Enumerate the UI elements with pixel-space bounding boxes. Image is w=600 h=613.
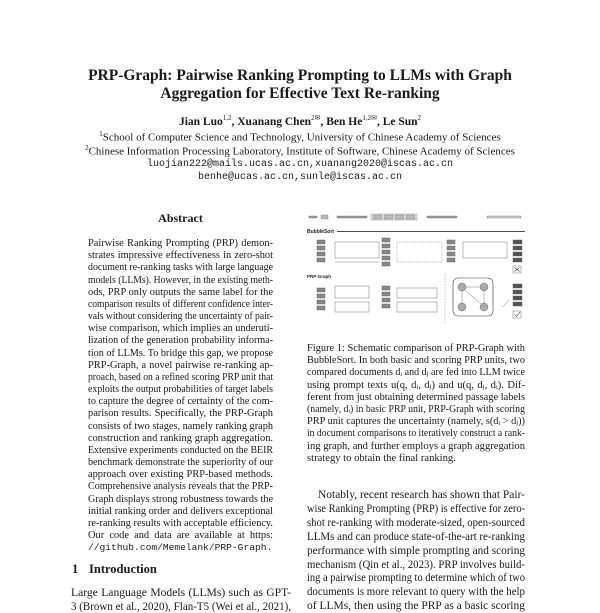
author-affil-mark: 2 bbox=[417, 114, 422, 122]
abstract-line-text: PRP-Graph, a novel pairwise re-ranking ap- bbox=[88, 359, 273, 371]
caption-line-text: strategy to obtain the final ranking. bbox=[307, 452, 456, 464]
caption-line-text: ferent from just obtaining determined passage labels bbox=[307, 391, 525, 403]
abstract-line bbox=[88, 347, 273, 360]
body-line-text: performance with simple prompting and scoring bbox=[307, 543, 525, 557]
abstract-line-text: //github.com/Memelank/PRP-Graph. bbox=[88, 542, 273, 554]
affiliation-1 bbox=[0, 130, 600, 144]
abstract-line-text: approach over existing PRP-based methods. bbox=[88, 469, 273, 481]
checkmark-icon bbox=[513, 311, 521, 318]
abstract-line bbox=[88, 274, 273, 287]
introduction-line bbox=[71, 586, 291, 599]
section-number: 1 bbox=[72, 562, 79, 576]
abstract-line-text: Our code and data are available at https: bbox=[88, 530, 273, 542]
abstract-line bbox=[88, 517, 273, 530]
caption-line-text: ing graph, and further employs a graph aggregation bbox=[307, 440, 525, 452]
abstract-heading: Abstract bbox=[158, 211, 203, 225]
author-name: Ben He bbox=[326, 115, 363, 128]
abstract-line-text: Comprehensive analysis reveals that the PRP- bbox=[88, 481, 273, 493]
body-line bbox=[307, 558, 525, 571]
body-line-text: wise Ranking Prompting (PRP) is effective for zero- bbox=[307, 501, 525, 515]
body-line bbox=[307, 530, 525, 543]
body-line-text: LLMs and can produce state-of-the-art re-ranking bbox=[307, 529, 525, 543]
paper-title-line-1: PRP-Graph: Pairwise Ranking Prompting to LLMs with Graph bbox=[88, 67, 512, 84]
body-line bbox=[307, 516, 525, 529]
introduction-line bbox=[71, 600, 291, 613]
body-line bbox=[307, 571, 525, 584]
introduction-line-text: Large Language Models (LLMs) such as GPT- bbox=[71, 586, 291, 599]
abstract-line bbox=[88, 407, 273, 420]
caption-line bbox=[307, 452, 525, 465]
abstract-line-text: models (LLMs). However, in the existing meth- bbox=[88, 274, 273, 286]
abstract-line-text: strates impressive effectiveness in zero-shot bbox=[88, 250, 273, 262]
caption-line-text: in document comparisons to iteratively construct a rank- bbox=[307, 428, 525, 440]
caption-line-text: (namely, dᵢ) in basic PRP unit, PRP-Graph with scoring bbox=[307, 404, 525, 415]
abstract-line bbox=[88, 334, 273, 347]
abstract-line bbox=[88, 261, 273, 274]
section-heading-introduction: Introduction bbox=[89, 562, 157, 576]
figure-1-schematic bbox=[307, 212, 525, 332]
abstract-line bbox=[88, 505, 273, 518]
abstract-line-text: tion of LLMs. To bridge this gap, we propose bbox=[88, 347, 273, 359]
body-line bbox=[307, 599, 525, 612]
abstract-line bbox=[88, 310, 273, 323]
caption-line bbox=[307, 391, 525, 404]
body-line bbox=[307, 585, 525, 598]
abstract-line-text: vals without considering the uncertainty of pair- bbox=[88, 311, 273, 323]
abstract-line-text: lization of the generation probability informa- bbox=[88, 335, 273, 347]
caption-line-text: Figure 1: Schematic comparison of PRP-Graph with bbox=[307, 343, 525, 354]
caption-line-text: BubbleSort. In both basic and scoring PRP units, two bbox=[307, 355, 525, 367]
introduction-line-text: 3 (Brown et al., 2020), Flan-T5 (Wei et al., 2021), bbox=[71, 599, 291, 613]
abstract-line-text: comparison results of different confidence inter- bbox=[88, 298, 273, 310]
abstract-line bbox=[88, 468, 273, 481]
abstract-line bbox=[88, 456, 273, 469]
caption-line bbox=[307, 427, 525, 440]
abstract-line bbox=[88, 432, 273, 445]
abstract-line bbox=[88, 359, 273, 372]
body-line-text: Notably, recent research has shown that Pair- bbox=[318, 488, 525, 501]
author-affil-mark: 1,2 bbox=[222, 114, 232, 122]
author-name: Le Sun bbox=[382, 115, 418, 128]
abstract-line bbox=[88, 493, 273, 506]
abstract-line-text: construction and ranking graph aggregation. bbox=[88, 432, 273, 444]
abstract-line-text: re-ranking results with acceptable efficiency. bbox=[88, 517, 273, 529]
abstract-line bbox=[88, 480, 273, 493]
bubblesort-row bbox=[317, 238, 522, 273]
abstract-line-text: document re-ranking tasks with large language bbox=[88, 262, 273, 274]
body-line-text: mechanism (Qin et al., 2023). PRP involves build- bbox=[307, 557, 525, 571]
author-list: Jian Luo$^{1,2}$, Xuanang Chen$^{2✉}$, Ben $He^{1,2✉}$, Le Sun$^2$ bbox=[178, 114, 422, 128]
body-line-text: documents is more relevant to query with the help bbox=[307, 585, 525, 599]
abstract-line bbox=[88, 529, 273, 542]
affil-mark: 2 bbox=[85, 144, 89, 152]
body-line bbox=[307, 502, 525, 515]
caption-line-text: using prompt texts u(q, dᵢ, dⱼ) and u(q, dⱼ, dᵢ). Dif- bbox=[307, 379, 525, 391]
caption-line bbox=[307, 415, 525, 428]
abstract-line bbox=[88, 237, 273, 250]
figure-legend-row bbox=[309, 214, 521, 220]
body-line-text: shot re-ranking with moderate-sized, open-sourced bbox=[307, 515, 525, 529]
abstract-line-text: benchmark demonstrate the superiority of our bbox=[88, 457, 273, 469]
paper-title-line-2: Aggregation for Effective Text Re-ranking bbox=[160, 85, 440, 102]
caption-line-text: PRP unit captures the uncertainty (namely, s(dᵢ > dⱼ)) bbox=[307, 416, 525, 428]
abstract-line bbox=[88, 322, 273, 335]
author-name: Xuanang Chen bbox=[237, 115, 312, 128]
abstract-line bbox=[88, 420, 273, 433]
caption-line bbox=[307, 379, 525, 392]
abstract-line bbox=[88, 286, 273, 299]
email-line-2: benhe@ucas.ac.cn,sunle@iscas.ac.cn bbox=[197, 172, 403, 183]
figure-label-prp-graph: PRP-Graph bbox=[307, 274, 332, 279]
body-line bbox=[307, 544, 525, 557]
abstract-line-text: proach, based on a refined scoring PRP unit that bbox=[88, 371, 273, 383]
author-name: Jian Luo bbox=[178, 115, 223, 128]
abstract-line bbox=[88, 371, 273, 384]
figure-label-bubblesort: BubbleSort bbox=[307, 229, 334, 235]
abstract-line-text: wise comparison, which implies an underuti- bbox=[88, 323, 273, 335]
abstract-line-text: parison results. Specifically, the PRP-Graph bbox=[88, 408, 273, 420]
abstract-line-text: ods, PRP only outputs the same label for the bbox=[88, 286, 273, 298]
cross-icon bbox=[513, 266, 521, 273]
author-affil-mark: 1,2✉ bbox=[362, 114, 377, 122]
abstract-line-text: initial ranking order and delivers exceptional bbox=[88, 505, 273, 517]
abstract-line bbox=[88, 395, 273, 408]
body-line-text: ing a pairwise prompting to determine which of two bbox=[307, 571, 525, 585]
abstract-line bbox=[88, 444, 273, 457]
caption-line bbox=[307, 342, 525, 355]
abstract-line bbox=[88, 383, 273, 396]
body-line bbox=[318, 488, 525, 501]
affiliation-text: School of Computer Science and Technology, University of Chinese Academy of Sciences bbox=[102, 131, 501, 144]
affil-mark: 1 bbox=[99, 130, 103, 138]
caption-line bbox=[307, 440, 525, 453]
abstract-line bbox=[88, 541, 273, 554]
abstract-line-text: Pairwise Ranking Prompting (PRP) demon- bbox=[88, 238, 273, 249]
caption-line bbox=[307, 354, 525, 367]
abstract-line-text: to capture the degree of certainty of the com- bbox=[88, 396, 273, 408]
affiliation-text: Chinese Information Processing Laboratory, Institute of Software, Chinese Academy of Sciences bbox=[88, 145, 515, 158]
abstract-line-text: exploits the output probabilities of target labels bbox=[88, 384, 273, 396]
abstract-line-text: consists of two stages, namely ranking graph bbox=[88, 420, 273, 432]
caption-line-text: compared documents dᵢ and dⱼ are fed into LLM twice bbox=[307, 367, 525, 379]
prp-graph-row bbox=[317, 274, 522, 324]
email-line-1: luojian222@mails.ucas.ac.cn,xuanang2020@iscas.ac.cn bbox=[146, 159, 454, 170]
author-affil-mark: 2✉ bbox=[311, 114, 321, 122]
abstract-line bbox=[88, 249, 273, 262]
caption-line bbox=[307, 403, 525, 416]
caption-line bbox=[307, 366, 525, 379]
abstract-line bbox=[88, 298, 273, 311]
abstract-line-text: Graph displays strong robustness towards the bbox=[88, 493, 273, 505]
abstract-line-text: Extensive experiments conducted on the BEIR bbox=[88, 444, 273, 456]
body-line-text: of LLMs, then using the PRP as a basic scoring bbox=[307, 599, 525, 613]
affiliation-2 bbox=[0, 144, 600, 158]
